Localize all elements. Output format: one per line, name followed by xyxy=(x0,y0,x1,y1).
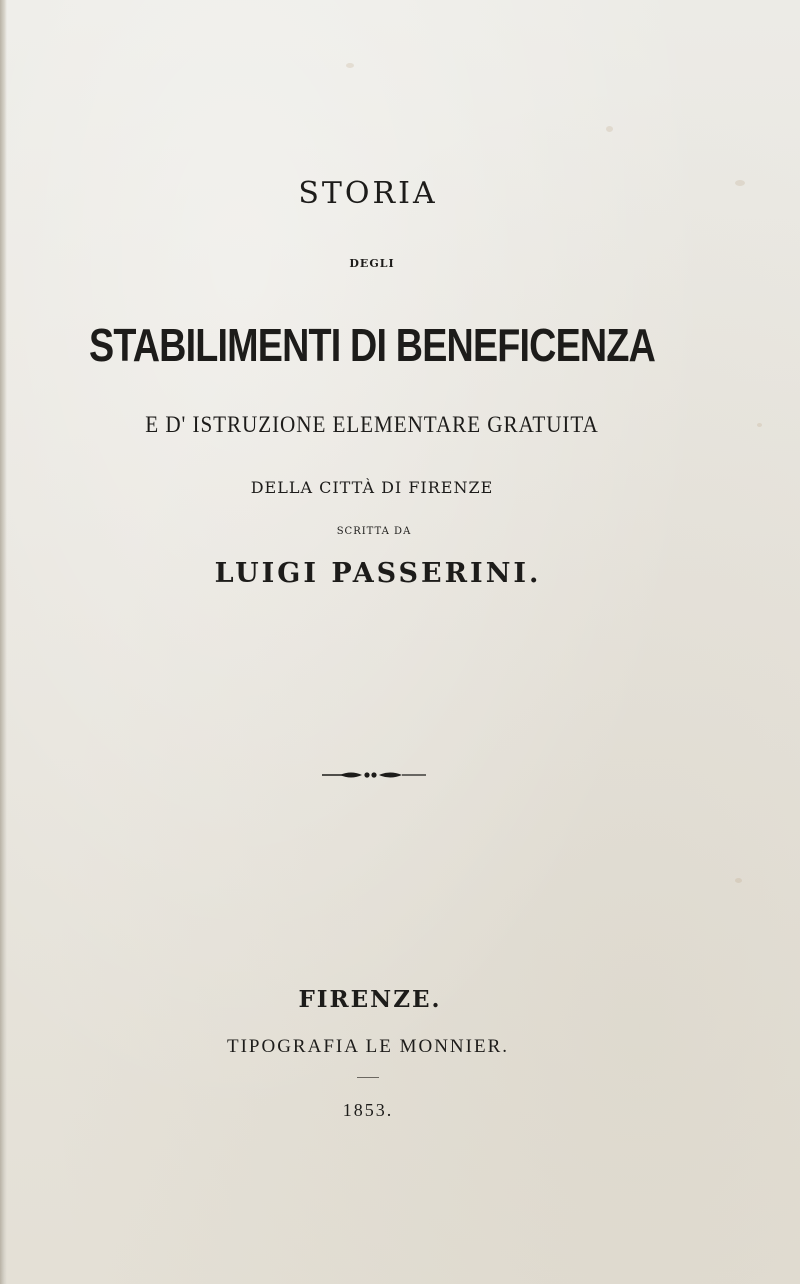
paper-stain xyxy=(735,878,742,883)
paper-stain xyxy=(346,63,354,68)
title-degli: DEGLI xyxy=(349,257,395,270)
printer-name: TIPOGRAFIA LE MONNIER. xyxy=(226,1036,510,1057)
paper-stain xyxy=(606,126,613,132)
paper-stain xyxy=(757,423,762,427)
city-line: DELLA CITTÀ DI FIRENZE xyxy=(250,478,494,497)
short-divider xyxy=(357,1077,379,1078)
author-name: LUIGI PASSERINI. xyxy=(214,558,542,589)
title-storia: STORIA xyxy=(298,176,438,211)
publication-place: FIRENZE. xyxy=(298,986,442,1013)
publication-year: 1853. xyxy=(342,1100,394,1120)
subtitle: E D' ISTRUZIONE ELEMENTARE GRATUITA xyxy=(145,412,599,437)
printer-ornament-icon xyxy=(322,768,426,782)
written-by-label: SCRITTA DA xyxy=(336,526,412,537)
main-title: STABILIMENTI DI BENEFICENZA xyxy=(88,319,656,371)
